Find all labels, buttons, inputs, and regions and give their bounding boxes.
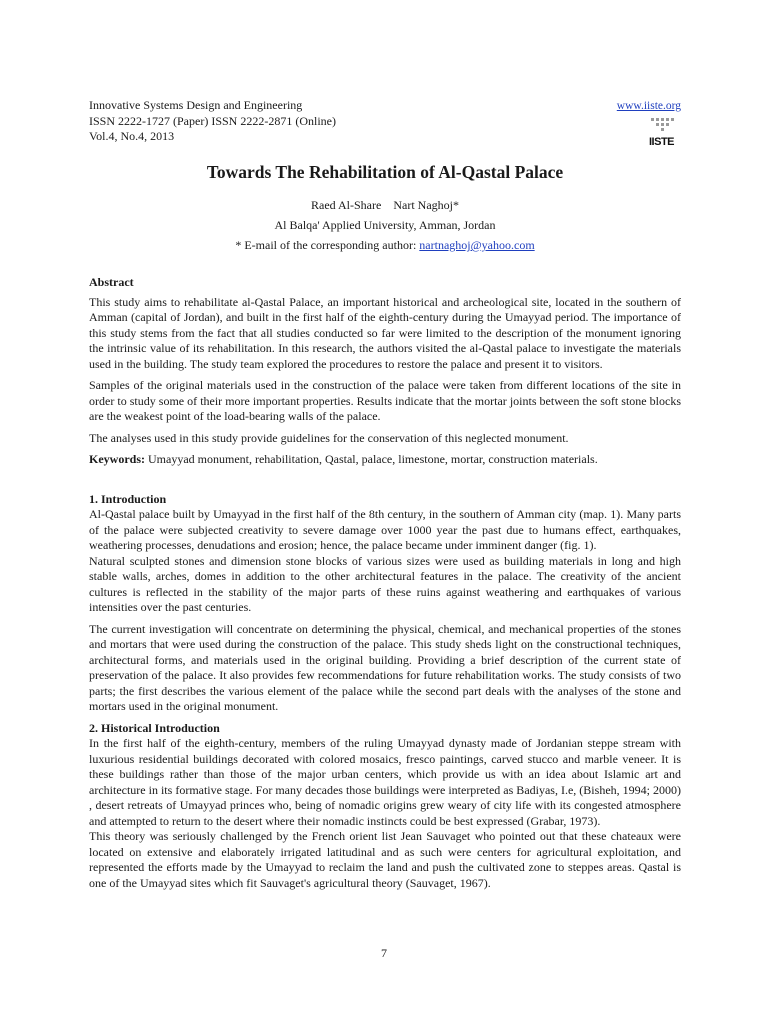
abstract-paragraph: This study aims to rehabilitate al-Qastal Palace, an important historical and archeological site, located in the southern of Amman (capital of Jordan), and built in the first half of the eighth-century during the Umayyad period. The importance of this study stems from the fact that all studies conducted so far were limited to the description of the monument ignoring the intrinsic value of its rehabilitation. In this research, the authors visited the al-Qastal palace to investigate the materials used in the building. The study team explored the procedures to restore the palace and present it to visitors. (89, 294, 681, 371)
journal-branding (617, 98, 681, 152)
journal-name: Innovative Systems Design and Engineering (89, 98, 303, 112)
journal-header (89, 98, 681, 148)
logo-text: IISTE (649, 135, 675, 148)
journal-issn: ISSN 2222-1727 (Paper) ISSN 2222-2871 (Online) (89, 113, 336, 128)
paper-page (89, 98, 681, 891)
journal-info (89, 98, 681, 145)
abstract-paragraph: The analyses used in this study provide guidelines for the conservation of this neglected monument. (89, 430, 569, 445)
history-paragraph: In the first half of the eighth-century, members of the ruling Umayyad dynasty made of Jordanian steppe stream with luxurious residential buildings decorated with colored mosaics, fresco paintings, carved stucco and marble veneer. It is these buildings rather than those of the major urban centers, which provide us with an idea about Islamic art and architecture in its formative stage. For many decades those buildings were interpreted as Badiyas, I.e, (Bisheh, 1994; 2000) , desert retreats of Umayyad princes who, being of nomadic origins grew weary of city life with its congested atmosphere and attempted to return to the desert where their nomadic instincts could be best expressed (Grabar, 1973). (89, 736, 681, 828)
keywords-text: Umayyad monument, rehabilitation, Qastal, palace, limestone, mortar, construction materials. (145, 452, 598, 466)
email-link[interactable]: nartnaghoj@yahoo.com (419, 238, 535, 252)
introduction-heading: 1. Introduction (89, 491, 167, 506)
author-affiliation: Al Balqa' Applied University, Amman, Jordan (274, 218, 496, 232)
intro-paragraph: Natural sculpted stones and dimension stone blocks of various sizes were used as building materials in long and high stable walls, arches, domes in addition to the other architectural features in the palace. The creativity of the ancient cultures is reflected in the stability of the major parts of these ruins against weathering and earthquakes of various intensities over the past centuries. (89, 553, 681, 614)
website-link[interactable]: www.iiste.org (616, 100, 681, 112)
page-number: 7 (381, 946, 387, 960)
paper-body (89, 275, 681, 891)
iiste-logo-icon (649, 118, 679, 148)
history-paragraph: This theory was seriously challenged by the French orient list Jean Sauvaget who pointed out that these chateaux were located on extensive and elaborately irrigated latitudinal and as such were centers for agricultural exploitation, and represented the efforts made by the Umayyad to reclaim the land and push the cultivated zone to steppes areas. Qastal is one of the Umayyad sites which fit Sauvaget's agricultural theory (Sauvaget, 1967). (89, 829, 681, 890)
keywords-label: Keywords: (89, 452, 145, 466)
keywords-line (89, 452, 681, 468)
author-names: Raed Al-Share Nart Naghoj* (311, 198, 459, 212)
journal-volume: Vol.4, No.4, 2013 (89, 129, 175, 143)
intro-paragraph: The current investigation will concentrate on determining the physical, chemical, and mechanical properties of the stones and mortars that were used during the construction of the palace. This study sheds light on the constructional techniques, architectural forms, and materials used in the original building. Providing a brief description of the current state of preservation of the palace. It also provides few recommendations for future rehabilitation works. The study consists of two parts; the first describes the various element of the palace while the second part deals with the analyses of the stone and mortars used in the original monument. (89, 621, 681, 713)
historical-introduction-heading: 2. Historical Introduction (89, 720, 220, 735)
paper-title: Towards The Rehabilitation of Al-Qastal Palace (206, 162, 564, 182)
email-label: * E-mail of the corresponding author: (235, 238, 420, 252)
abstract-heading: Abstract (89, 275, 134, 289)
intro-paragraph: Al-Qastal palace built by Umayyad in the first half of the 8th century, in the southern of Amman city (map. 1). Many parts of the palace were subjected creativity to severe damage over 1000 year the past due to humans effect, earthquakes, weathering processes, denudations and erosion; hence, the palace became under imminent danger (fig. 1). (89, 507, 681, 552)
author-block (89, 195, 681, 255)
abstract-paragraph: Samples of the original materials used in the construction of the palace were taken from different locations of the site in order to study some of their more important properties. Results indicate that the mortar joints between the soft stone blocks are the weakest point of the load-bearing walls of the palace. (89, 378, 681, 423)
author-email-line (89, 235, 681, 255)
